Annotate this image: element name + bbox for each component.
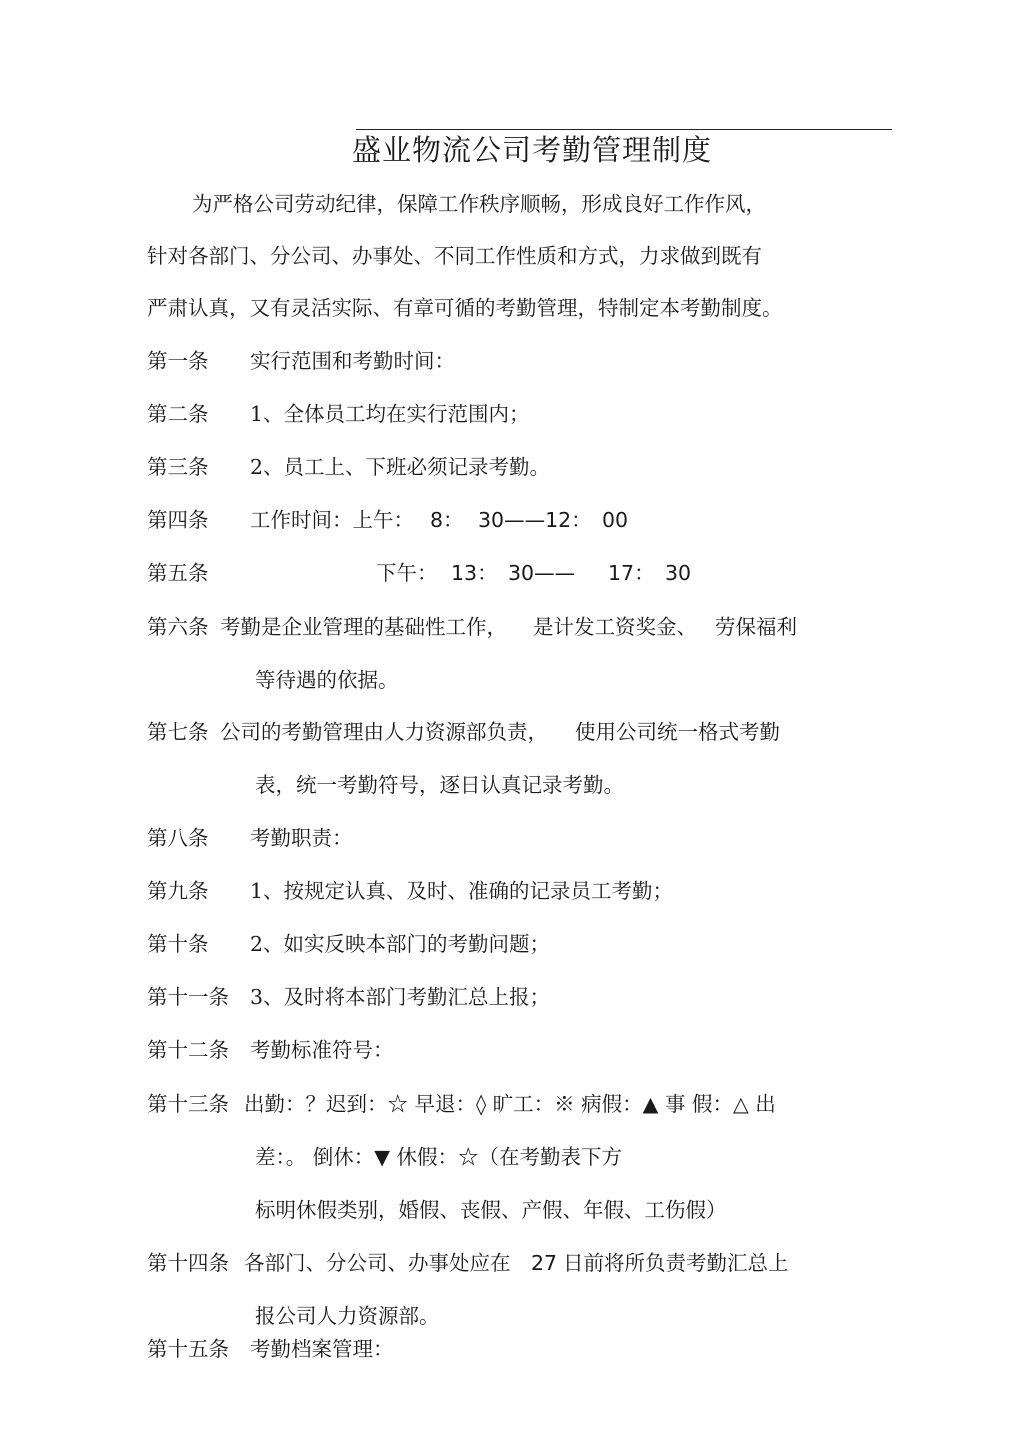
article-14-continuation: 报公司人力资源部。 [255, 1304, 440, 1328]
article-4-text: 工作时间：上午： [250, 508, 414, 532]
morning-range: 30——12： [478, 508, 592, 532]
article-7-text-2: 使用公司统一格式考勤 [575, 720, 780, 744]
intro-line-2: 针对各部门、分公司、办事处、不同工作性质和方式，力求做到既有 [147, 244, 762, 268]
article-3-label: 第三条 [147, 455, 209, 479]
article-15-text: 考勤档案管理： [250, 1337, 394, 1361]
article-3-text: 2、员工上、下班必须记录考勤。 [250, 455, 551, 479]
article-12-text: 考勤标准符号： [250, 1038, 394, 1062]
morning-start-hour: 8： [430, 508, 464, 532]
article-14-label: 第十四条 [147, 1251, 229, 1275]
article-14-day-number: 27 [531, 1251, 558, 1275]
intro-line-1: 为严格公司劳动纪律，保障工作秩序顺畅，形成良好工作作风， [192, 192, 766, 216]
article-6-continuation: 等待遇的依据。 [255, 668, 399, 692]
article-2-text: 1、全体员工均在实行范围内； [250, 402, 530, 426]
afternoon-range: 30—— [508, 561, 576, 585]
article-6-text-2: 是计发工资奖金、 [533, 615, 697, 639]
article-7-text: 公司的考勤管理由人力资源部负责， [220, 720, 548, 744]
intro-line-3: 严肃认真，又有灵活实际、有章可循的考勤管理，特制定本考勤制度。 [147, 296, 783, 320]
afternoon-end-minute: 30 [665, 561, 692, 585]
article-2-label: 第二条 [147, 402, 209, 426]
article-14-text-2: 日前将所负责考勤汇总上 [563, 1251, 789, 1275]
document-title: 盛业物流公司考勤管理制度 [351, 133, 712, 167]
article-14-text: 各部门、分公司、办事处应在 [244, 1251, 511, 1275]
article-11-text: 3、及时将本部门考勤汇总上报； [250, 985, 551, 1009]
article-8-label: 第八条 [147, 826, 209, 850]
morning-end-minute: 00 [602, 508, 629, 532]
article-5-text: 下午： [376, 561, 438, 585]
attendance-symbols-line-1: 出勤：？迟到：☆ 早退：◊ 旷工：※ 病假：▲ 事 假：△ 出 [244, 1092, 776, 1116]
article-7-label: 第七条 [147, 720, 209, 744]
article-11-label: 第十一条 [147, 985, 229, 1009]
attendance-symbols-line-2: 差：。 倒休：▼ 休假：☆（在考勤表下方 [255, 1145, 623, 1169]
article-13-label: 第十三条 [147, 1092, 229, 1116]
article-12-label: 第十二条 [147, 1038, 229, 1062]
article-8-text: 考勤职责： [250, 826, 353, 850]
article-10-label: 第十条 [147, 932, 209, 956]
article-1-text: 实行范围和考勤时间： [250, 349, 455, 373]
article-6-text-3: 劳保福利 [715, 615, 797, 639]
afternoon-end-hour: 17： [608, 561, 655, 585]
article-4-label: 第四条 [147, 508, 209, 532]
article-9-label: 第九条 [147, 879, 209, 903]
article-6-text: 考勤是企业管理的基础性工作， [220, 615, 507, 639]
article-9-text: 1、按规定认真、及时、准确的记录员工考勤； [250, 879, 674, 903]
attendance-symbols-line-3: 标明休假类别，婚假、丧假、产假、年假、工伤假） [255, 1198, 727, 1222]
article-10-text: 2、如实反映本部门的考勤问题； [250, 932, 551, 956]
article-6-label: 第六条 [147, 615, 209, 639]
afternoon-start-hour: 13： [451, 561, 498, 585]
article-1-label: 第一条 [147, 349, 209, 373]
article-5-label: 第五条 [147, 561, 209, 585]
article-15-label: 第十五条 [147, 1337, 229, 1361]
article-7-continuation: 表，统一考勤符号，逐日认真记录考勤。 [255, 773, 624, 797]
